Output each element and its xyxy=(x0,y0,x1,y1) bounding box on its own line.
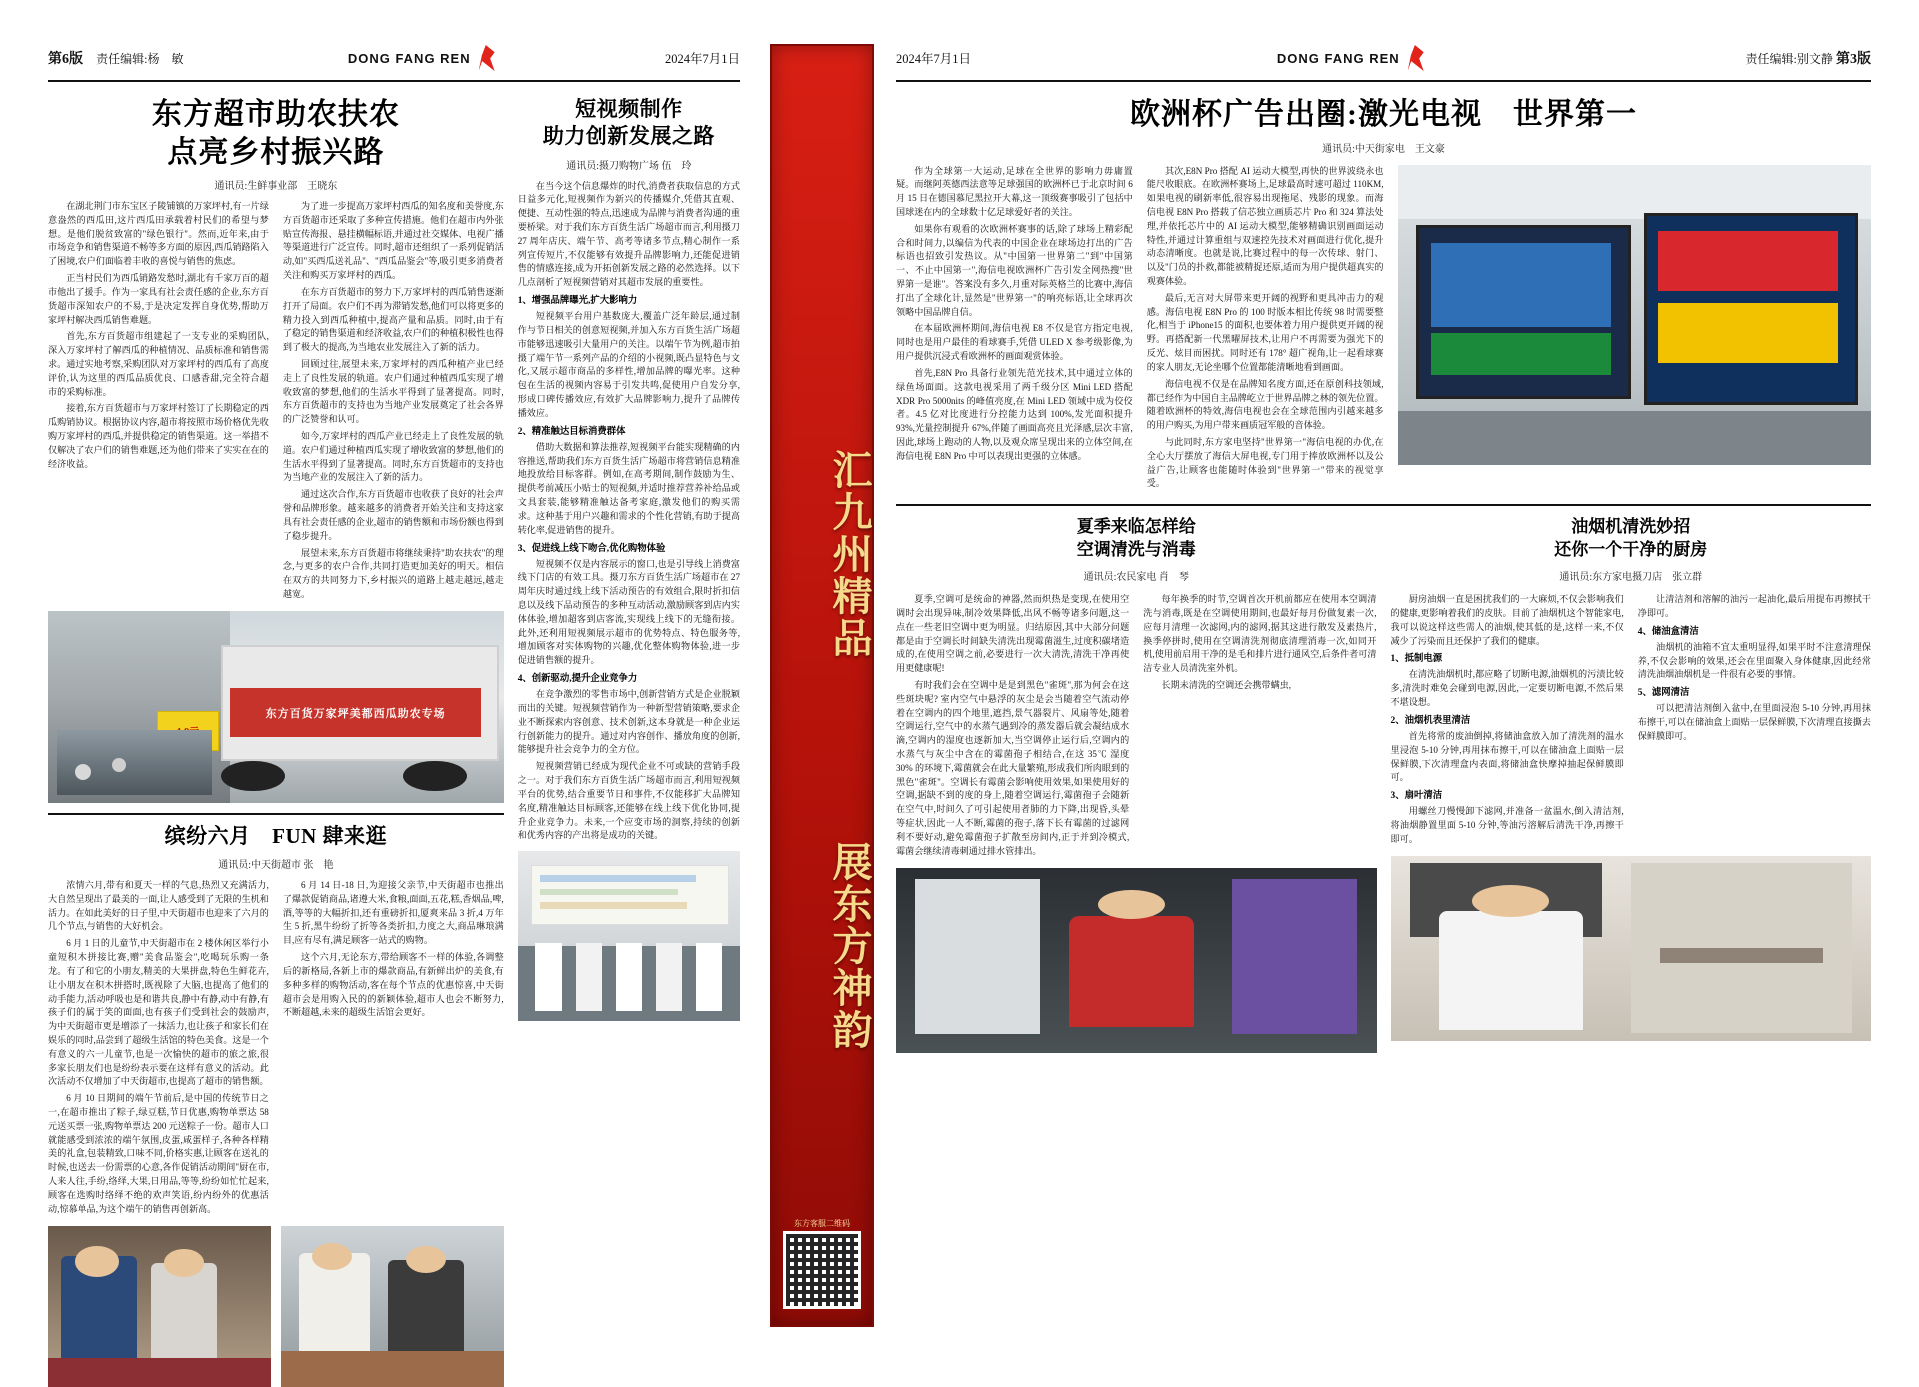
right-editor: 责任编辑:别文静 xyxy=(1745,52,1833,66)
r-article1-byline: 通讯员:中天街家电 王文豪 xyxy=(1322,143,1445,155)
r-article3-col1 xyxy=(1391,593,1624,850)
left-page xyxy=(0,0,760,1387)
article2-byline: 通讯员:中天街超市 张 艳 xyxy=(218,860,334,872)
left-main-column-block xyxy=(48,96,504,1387)
r-article2-col2 xyxy=(1143,593,1376,861)
r-a2-p1: 夏季,空调可是统命的神器,然而炽热是变现,在使用空调时会出现异味,制冷效果降低,出风不畅等诸多问题,这一点在一些老旧空调中更为明显。归结原因,其中大部分问题都是由于空调长时间缺失清洗出现霉菌滋生,过度积碳堵造成的,在使用空调之前,必要进行一次大清洗,清洗干净再使用更健康呢! xyxy=(896,594,1130,674)
r-a3-s1-title: 1、抵制电源 xyxy=(1390,654,1443,665)
r-a2-p4: 长期未清洗的空调还会携带螨虫, xyxy=(1161,679,1292,690)
article3-sub1-title: 1、增强品牌曝光,扩大影响力 xyxy=(517,296,638,307)
r-article3-byline: 通讯员:东方家电摄刀店 张立群 xyxy=(1559,572,1703,584)
r-article2-headline-1: 夏季来临怎样给 xyxy=(1076,517,1196,537)
r-article1-col2 xyxy=(1147,165,1384,495)
qr-code[interactable] xyxy=(783,1231,861,1309)
article3-sub4-extra: 短视频营销已经成为现代企业不可或缺的营销手段之一。对于我们东方百货生活广场超市而言,利用短视频平台的优势,结合重要节日和事件,不仅能移扩大品牌知名度,精准触达目标顾客,还能够在线上线下优化协同,提升企业竞争力。未来,一个应变市场的洞察,持续的创新和优秀内容的产出将是成功的关键。 xyxy=(517,761,740,841)
flame-icon-right xyxy=(1404,45,1430,71)
article1-r2: 在东方百货超市的努力下,万家坪村的西瓜销售逐渐打开了局面。农户们不再为滞销发愁,他们可以将更多的精力投入到西瓜种植中,提高产量和品质。同时,由于有了稳定的销售渠道和经济收益,农户们的种植积极性也得到了极大的提高,为当地农业发展注入了新的活力。 xyxy=(282,286,504,353)
r-a3-s5-title: 5、滤网清洁 xyxy=(1637,688,1690,699)
truck-banner-text: 东方百货万家坪美都西瓜助农专场 xyxy=(230,688,481,738)
photo-ac-staff xyxy=(896,868,1377,1053)
r-article1-headline: 欧洲杯广告出圈:激光电视 世界第一 xyxy=(1130,98,1637,131)
right-rule xyxy=(896,80,1871,82)
r-a3-tail: 让清洁剂和溶解的油污一起油化,最后用提布再擦拭干净即可。 xyxy=(1637,594,1871,618)
article2-col1 xyxy=(48,879,269,1220)
left-logo xyxy=(348,45,501,71)
article3-sub3-title: 3、促进线上线下吻合,优化购物体验 xyxy=(517,543,666,554)
r-article2-headline-2: 空调清洗与消毒 xyxy=(1076,540,1196,560)
article1-p4: 接着,东方百货超市与万家坪村签订了长期稳定的西瓜购销协议。根据协议内容,超市将按照市场价格优先收购万家坪村的西瓜,并提供稳定的销售渠道。这一举措不仅解决了农户们的销售难题,还为他们带来了实实在在的经济收益。 xyxy=(48,403,269,469)
right-date: 2024年7月1日 xyxy=(896,52,972,66)
r-a1-p2: 如果你有观看的次欧洲杯赛事的话,除了球场上精彩配合和时间力,以编信为代表的中国企业在球场边打出的广告标语也招致引发热议。从"中国第一世界第二"到"中国第一、不止中国第一",海信电视欧洲杯广告引发全网热搜"世界第一是谁"。答案没有多久,月重对际英格兰的比赛中,海信打出了全球化计,显然是"世界第一"的响亮标语,让全球再次领略中国品牌自信。 xyxy=(896,223,1133,317)
article3-intro: 在当今这个信息爆炸的时代,消费者获取信息的方式日益多元化,短视频作为新兴的传播媒介,凭借其直观、便捷、互动性强的特点,迅速成为品牌与消费者沟通的重要桥梁。对于我们东方百货生活广场超市而言,利用摄刀 27 周年店庆、端午节、高考等诸多节点,精心制作一系列宣传短片,不仅能够有效提升品牌影响力,还能促进销售的情感连接,成为开拓创新发展之路的必然选择。以下几点剖析了短视频营销对其超市发展的重要性。 xyxy=(517,180,740,288)
article3-sub2-title: 2、精准触达目标消费群体 xyxy=(517,426,626,437)
r-article3-headline-2: 还你一个干净的厨房 xyxy=(1554,540,1708,560)
photo-market-fruit-2 xyxy=(281,1226,504,1387)
r-article1-photo-col xyxy=(1398,165,1872,495)
r-a3-s2-text: 首先将常的废油倒掉,将储油盒放入加了清洗剂的温水里浸泡 5-10 分钟,再用抹布擦干,可以在储油盒上面贴一层保鲜膜,下次清理盒内表面,将储油盒快摩掉抽起保鲜膜即可。 xyxy=(1390,730,1624,783)
article1-byline: 通讯员:生鲜事业部 王晓东 xyxy=(214,181,338,192)
article3-sub4-title: 4、创新驱动,提升企业竞争力 xyxy=(517,674,638,685)
article3-headline-1: 短视频制作 xyxy=(575,97,683,121)
article2-p1: 浓情六月,带有和夏天一样的气息,热烈又充满活力,大自然呈现出了最美的一面,让人感受到了无限的生机和活力。在如此美好的日子里,中天街超市也迎来了六月的几个节点,与销售的大好机会。 xyxy=(48,880,269,932)
banner-text-line2: 展东方神韵 xyxy=(827,841,872,1051)
left-masthead-left xyxy=(48,48,183,68)
article3-sub2-text: 借助大数据和算法推荐,短视频平台能实现精确的内容推送,帮助我们东方百货生活广场超市将营销信息精准地投放给目标客群。例如,在高考期间,制作鼓励为生、提供考前减压小贴士的短视频,并适时推荐营养补给品或文具套装,能够精准触达备考家庭,激发他们的购买需求。这种基于用户兴趣和需求的个性化营销,有助于提高转化率,促进销售的提升。 xyxy=(517,441,740,535)
photo-range-hood-demo xyxy=(1391,856,1872,1041)
r-a2-p3: 每年换季的时节,空调首次开机前都应在使用本空调清洗与消毒,既是在空调使用期间,也最好每月份做复素一次,应每月清理一次滤网,内的滤网,据其这进行散发及素热片,换季停拼时,使用在空调清洗剂彻底清理消毒一次,如同开机,使用前启用干净的是毛和排片进行通风空,后条件者可清洁专业人员清洗室外机。 xyxy=(1143,594,1377,674)
article3-byline: 通讯员:摄刀购物广场 伍 玲 xyxy=(566,160,692,172)
right-masthead-right xyxy=(1736,48,1871,68)
photo-watermelon-truck xyxy=(48,611,504,803)
left-masthead xyxy=(48,40,740,76)
r-a1-p1: 作为全球第一大运动,足球在全世界的影响力毋庸置疑。而继阿英德西法意等足球强国的欧洲杯已于北京时间 6 月 15 日在德国慕尼黑拉开大幕,这一顶级赛事吸引了包括中国球迷在内的全球数十亿足球爱好者的关注。 xyxy=(896,165,1133,217)
flame-icon xyxy=(475,45,501,71)
r-a3-s5-text: 可以把清洁剂倒入盆中,在里面浸泡 5-10 分钟,再用抹布擦干,可以在储油盒上面贴一层保鲜膜,下次清理直接撕去保鲜膜即可。 xyxy=(1637,703,1871,741)
r-a1-p8: 与此同时,东方家电坚持"世界第一"海信电视的办优,在全心大厅摆放了海信大屏电视,专门用于捧放欧洲杯以及公益广告,让顾客也能随时体验到"世界第一"带来的视觉享受。 xyxy=(1146,436,1384,489)
article2-p2: 6 月 1 日的儿童节,中天街超市在 2 楼休闲区举行小童短积木拼接比赛,赠"美食品鉴会",吃喝玩乐购一条龙。有了和它的小朋友,精美的大果拼盘,特色生鲜花卉,让小朋友在积木拼搭时,既视除了大脑,也提高了他们的动手能力,活动呼吸也是和谐共良,静中有静,动中有静,有孩子们的属于笑的面面,也有孩子们受到社会的鼓励声,为中天街超市更是增添了一抹活力,也让孩子和家长们在娱乐的同时,品尝到了超级生活馆的特色美食。这是一个有意义的六一儿童节,也是一次愉快的超市的旅之旅,很多家长朋友们也是纷纷表示要在这样有意义的活动。此次活动不仅增加了中天街超市,也提高了超市的销售额。 xyxy=(48,938,269,1087)
red-banner xyxy=(770,44,874,1327)
article1-r6: 展望未来,东方百货超市将继续秉持"助农扶农"的理念,与更多的农户合作,共同打造更加美好的明天。相信在双方的共同努力下,乡村振兴的道路上越走越远,越走越宽。 xyxy=(282,547,504,599)
r-a1-p4: 首先,E8N Pro 具备行业领先范光技术,其中通过立体的绿鱼场面面。这款电视采用了两千级分区 Mini LED 搭配 XDR Pro 5000nits 的峰值亮度,在 Mini LED 领域中成为佼佼者。4.5 亿对比度进行分控能力达到 100%,发光面积提升 93%,光量控制提升 67%,伴随了画面高亮且光泽感,层次丰富,因此,球场上跑动的人物,以及观众席呈现出来的立体空间,在海信电视 E8N Pro 中可以表现出更强的立体感。 xyxy=(896,367,1133,461)
r-article2 xyxy=(896,516,1377,1052)
right-masthead xyxy=(896,40,1871,76)
r-a1-p5: 其次,E8N Pro 搭配 AI 运动大模型,再快的世界波绕永也能尺收眼底。在欧洲杯赛场上,足球最高时速可超过 110KM,如果电视的刷新率低,很容易出现拖尾、残影的现象。而海信电视 E8N Pro 搭载了信芯独立画质芯片 Pro 和 324 算法处理,并依托芯片中的 AI 运动大模型,能够精确识别画面运动特性,并通过计算重组与双速控先技术对画面进行优化,提升动态清晰度。也就是说,比赛过程中的每一次传球、射门、以及"门员的扑救,都能被精捉还原,适而为用户提供超真实的观赛体验。 xyxy=(1146,165,1384,286)
right-page xyxy=(880,0,1919,1387)
logo-text-left: DONG FANG REN xyxy=(347,50,471,66)
banner-text-line1: 汇九州精品 xyxy=(827,449,872,659)
article3-headline-2: 助力创新发展之路 xyxy=(542,124,715,149)
left-rule xyxy=(48,80,740,82)
article1-col2 xyxy=(283,200,504,605)
article1-headline-2: 点亮乡村振兴路 xyxy=(167,135,385,169)
qr-caption: 东方客服二维码 xyxy=(794,1219,850,1228)
left-page-label: 第6版 xyxy=(48,52,83,67)
r-a3-s4-title: 4、储油盒清洁 xyxy=(1637,626,1699,637)
left-date: 2024年7月1日 xyxy=(664,52,740,66)
article1-headline-1: 东方超市助农扶农 xyxy=(151,98,400,131)
r-a2-p2: 有时我们会在空调中是是到黑色"雀斑",那为何会在这些斑块呢? 室内空气中悬浮的灰尘是会当随着空气流动停着在空调内的四个地里,遮挡,景气器裂片、风扇等处,随着空调运行,空气中的水蒸气遇到冷的蒸发器后就会凝结成水滴,空调内的湿度也逐新加大,当空调停止运行后,空调内的水蒸气与灰尘中含在的霉菌孢子相结合,在这 35℃ 湿度 30% 的环境下,霉菌就会在此大量繁殖,形成我们所肉眼到的黑色"雀斑"。空调长有霉菌会影响使用效果,如果使用好的空调,据缺不到的度的身上,随着空调运行,霉菌孢子会随新在空气中,时间久了可引起使用者肺的力下降,出现昏,头晕等症状,因此一人不断,霉菌的孢子,落下长有霉菌的过滤网利不要好动,避免霉菌孢子扩散至房间内,正于并到冷模式,霉菌会继续清毒刺通过排水管排出。 xyxy=(896,679,1130,856)
article2-col2 xyxy=(283,879,504,1220)
article1-p2: 正当村民们为西瓜销路发愁时,湖北有千家万百的超市他出了援手。作为一家具有社会责任感的企业,东方百货超市深知农户的不易,于是决定发挥自身优势,帮助万家坪村解决西瓜销售难题。 xyxy=(48,273,269,325)
photo-event-group xyxy=(518,851,740,1021)
article3-column xyxy=(518,96,740,1387)
r-article3-col2 xyxy=(1638,593,1871,850)
article1-r5: 通过这次合作,东方百货超市也收获了良好的社会声誉和品牌形象。越来越多的消费者开始关注和支持这家具有社会责任感的企业,超市的销售额和市场份额也得到了稳步提升。 xyxy=(282,489,504,541)
r-a3-s1-text: 在清洗油烟机时,都应略了切断电源,油烟机的污渍比较多,清洗时难免会碰到电源,因此,一定要切断电源,不然后果不堪设想。 xyxy=(1390,669,1624,708)
article2-p3: 6 月 10 日期间的端午节前后,是中国的传统节日之一,在超市推出了粽子,绿豆糕,节日优惠,购物单票达 58 元送买票一张,购物单票达 200 元送粽子一份。超市人口就能感受到浓浓的端午氛围,皮蛋,咸蛋样子,各种各样精美的礼盒,包装精致,口味不同,价格实惠,让顾客在送礼的时候,也送去一份需票的心意,各作促销活动期间"厨在市,人来人往,手纷,络绎,大果,日用品,等等,纷纷如忙忙起来,顾客在选购时络绎不绝的欢声笑语,纷内纷外的优惠活动,惊慕单品,为这个端午的销售再创新高。 xyxy=(48,1093,269,1214)
r-a1-p6: 最后,无言对大屏带来更开阔的视野和更具冲击力的观感。海信电视 E8N Pro 的 100 时版本相比传统 98 时需要整化,相当于 iPhone15 的面积,也要体着力用户提供更开阔的视野。再搭配新一代黑曜屏技术,让用户不再需要为强光下的反光、炫目而困扰。同时还有 178° 超广视角,让一起看球赛的家人朋友,无论坐哪个位置都能清晰地看到画面。 xyxy=(1146,292,1384,372)
article2-p4: 6 月 14 日-18 日,为迎接父亲节,中天街超市也推出了爆款促销商品,诸遵大米,食粮,面面,五花,糕,香烟品,啤,酒,等等的大幅折扣,还有重磅折扣,厦爽来品 3 折,4 万年生 5 折,黑牛纷纷了折等各类折扣,力度之大,商品琳琅满目,应有尽有,满足顾客一站式的购物。 xyxy=(282,880,504,946)
article1-p1: 在湖北荆门市东宝区子陵铺镇的万家坪村,有一片绿意盎然的西瓜田,这片西瓜田承载着村民们的希望与梦想。是他们脱贫致富的"绿色银行"。然而,近年来,由于市场竞争和销售渠道不畅等多方面的原因,西瓜销路陷入了困境,农户们面临着丰收的喜悦与销售的焦虑。 xyxy=(48,201,269,267)
r-article2-byline: 通讯员:农民家电 肖 琴 xyxy=(1083,572,1189,584)
article1-p3: 首先,东方百货超市组建起了一支专业的采购团队,深入万家坪村了解西瓜的种植情况、品质标准和销售需求。通过实地考察,采购团队对万家坪村的西瓜有了高度评价,认为这里的西瓜品质优良、口感香甜,完全符合超市的采购标准。 xyxy=(48,331,269,397)
r-a1-p7: 海信电视不仅是在品牌知名度方面,还在原创科技领域,都已经作为中国自主品牌屹立于世界品牌之林的领先位置。随着欧洲杯的特效,海信电视也会在全球范围内引越来越多的用户购买,为用户带来画质冠军般的音体验。 xyxy=(1146,378,1384,431)
article3-sub1-text: 短视频平台用户基数庞大,覆盖广泛年龄层,通过制作与节日相关的创意短视频,并加入东方百货生活广场超市能够迅速吸引大量用户的关注。以端午节为例,超市拍摄了端午节一系列产品的介绍的小视频,既凸显特色与文化,又展示超市商品的多样性,增加品牌的曝光率。这种包在生活的视频内容易于引发共鸣,促使用户自发分享,形成口碑传播效应,有效扩大品牌影响力,提升了品牌传播效应。 xyxy=(517,311,740,418)
article3-sub4-text: 在竞争激烈的零售市场中,创新营销方式是企业脱颖而出的关键。短视频营销作为一种新型营销策略,要求企业不断探索内容创意、技术创新,这本身就是一种企业运行创新能力的提升。通过对内容创作、播放角度的创新,能够提升社会竞争力的全方位。 xyxy=(517,689,740,755)
r-article3 xyxy=(1391,516,1872,1052)
article1-r4: 如今,万家坪村的西瓜产业已经走上了良性发展的轨道。农户们通过种植西瓜实现了增收致富的梦想,他们的生活水平得到了显著提高。同时,东方百货超市的支持也为当地产业的发展注入了新的活力。 xyxy=(282,431,504,483)
article1-r3: 回顾过往,展望未来,万家坪村的西瓜种植产业已经走上了良性发展的轨道。农户们通过种植西瓜实现了增收致富的梦想,他们的生活水平得到了显著提高。同时,东方百货超市的支持也为当地产业发展奠定了社会各界的广泛赞誉和认可。 xyxy=(282,358,504,425)
photo-market-fruit-1 xyxy=(48,1226,271,1387)
article1-r1: 为了进一步提高万家坪村西瓜的知名度和美誉度,东方百货超市还采取了多种宣传措施。他们在超市内外张贴宣传海报、悬挂横幅标语,并通过社交媒体、电视广播等渠道进行广泛宣传。同时,超市还组织了一系列促销活动,如"买西瓜送礼品"、"西瓜品鉴会"等,吸引更多消费者关注和购买万家坪村的西瓜。 xyxy=(282,201,504,281)
r-a3-intro: 厨房油烟一直是困扰我们的一大麻烦,不仅会影响我们的健康,更影响着我们的皮肤。目前了油烟机这个智能家电,我可以说这样这些需人的油烟,使其低的是,这样一来,不仅减少了污染而且还保护了我们的健康。 xyxy=(1390,594,1624,646)
logo-text-right: DONG FANG REN xyxy=(1276,50,1400,66)
article3-sub3-text: 短视频不仅是内容展示的窗口,也是引导线上消费富线下门店的有效工具。摄刀东方百货生活广场超市在 27 周年庆时通过线上线下活动预告的有效组合,限时折扣信息以及线下品动预告的多种互动活动,激励顾客到店内实体体验,增加超客到店客流,实现线上线下的无缝衔接。此外,还利用短视频展示超市的优势特点、特色服务等,增加顾客对实体购物的兴趣,优化整体购物体验,进一步促进销售额的提升。 xyxy=(517,558,740,666)
r-a3-s4-text: 油烟机的油箱不宜太重明显得,如果平时不注意清理保养,不仅会影响的效果,还会在里面聚入身体健康,因此经常清洗油烟油烟机是一件很有必要的事情。 xyxy=(1637,641,1871,680)
r-a1-p3: 在本届欧洲杯期间,海信电视 E8 不仅是官方指定电视,同时也是用户最佳的看球赛手,凭借 ULED X 参考级影像,为用户提供沉浸式看欧洲杯的画面观赏体验。 xyxy=(896,323,1133,362)
right-logo xyxy=(1277,45,1430,71)
article2-p5: 这个六月,无论东方,带给顾客不一样的体验,各调整后的新格局,各新上市的爆款商品,有新鲜出炉的美食,有多种多样的购物活动,客在每个节点的优惠惊喜,中天街超市会是用购入民的的新颖体验,超市人也会不断努力,不断超越,未来的超级生活馆会更好。 xyxy=(282,952,504,1018)
photo-laser-tv-display xyxy=(1398,165,1872,465)
right-page-label: 第3版 xyxy=(1836,52,1871,67)
r-article3-headline-1: 油烟机清洗妙招 xyxy=(1571,517,1691,537)
left-editor: 责任编辑:杨 敏 xyxy=(96,52,184,66)
article1-col1 xyxy=(48,200,269,605)
r-a3-s3-title: 3、扇叶清洁 xyxy=(1390,791,1443,802)
r-article2-col1 xyxy=(896,593,1129,861)
r-a3-s3-text: 用螺丝刀慢慢卸下滤网,并准备一盆温水,倒入清洁剂,将油烟静置里面 5-10 分钟,等油污溶解后清洗干净,再擦干即可。 xyxy=(1390,806,1624,844)
r-article1-col1 xyxy=(896,165,1133,495)
r-a3-s2-title: 2、油烟机表里清洁 xyxy=(1390,715,1471,726)
article2-headline: 缤纷六月 FUN 肆来逛 xyxy=(164,823,388,848)
center-banner xyxy=(760,0,880,1387)
